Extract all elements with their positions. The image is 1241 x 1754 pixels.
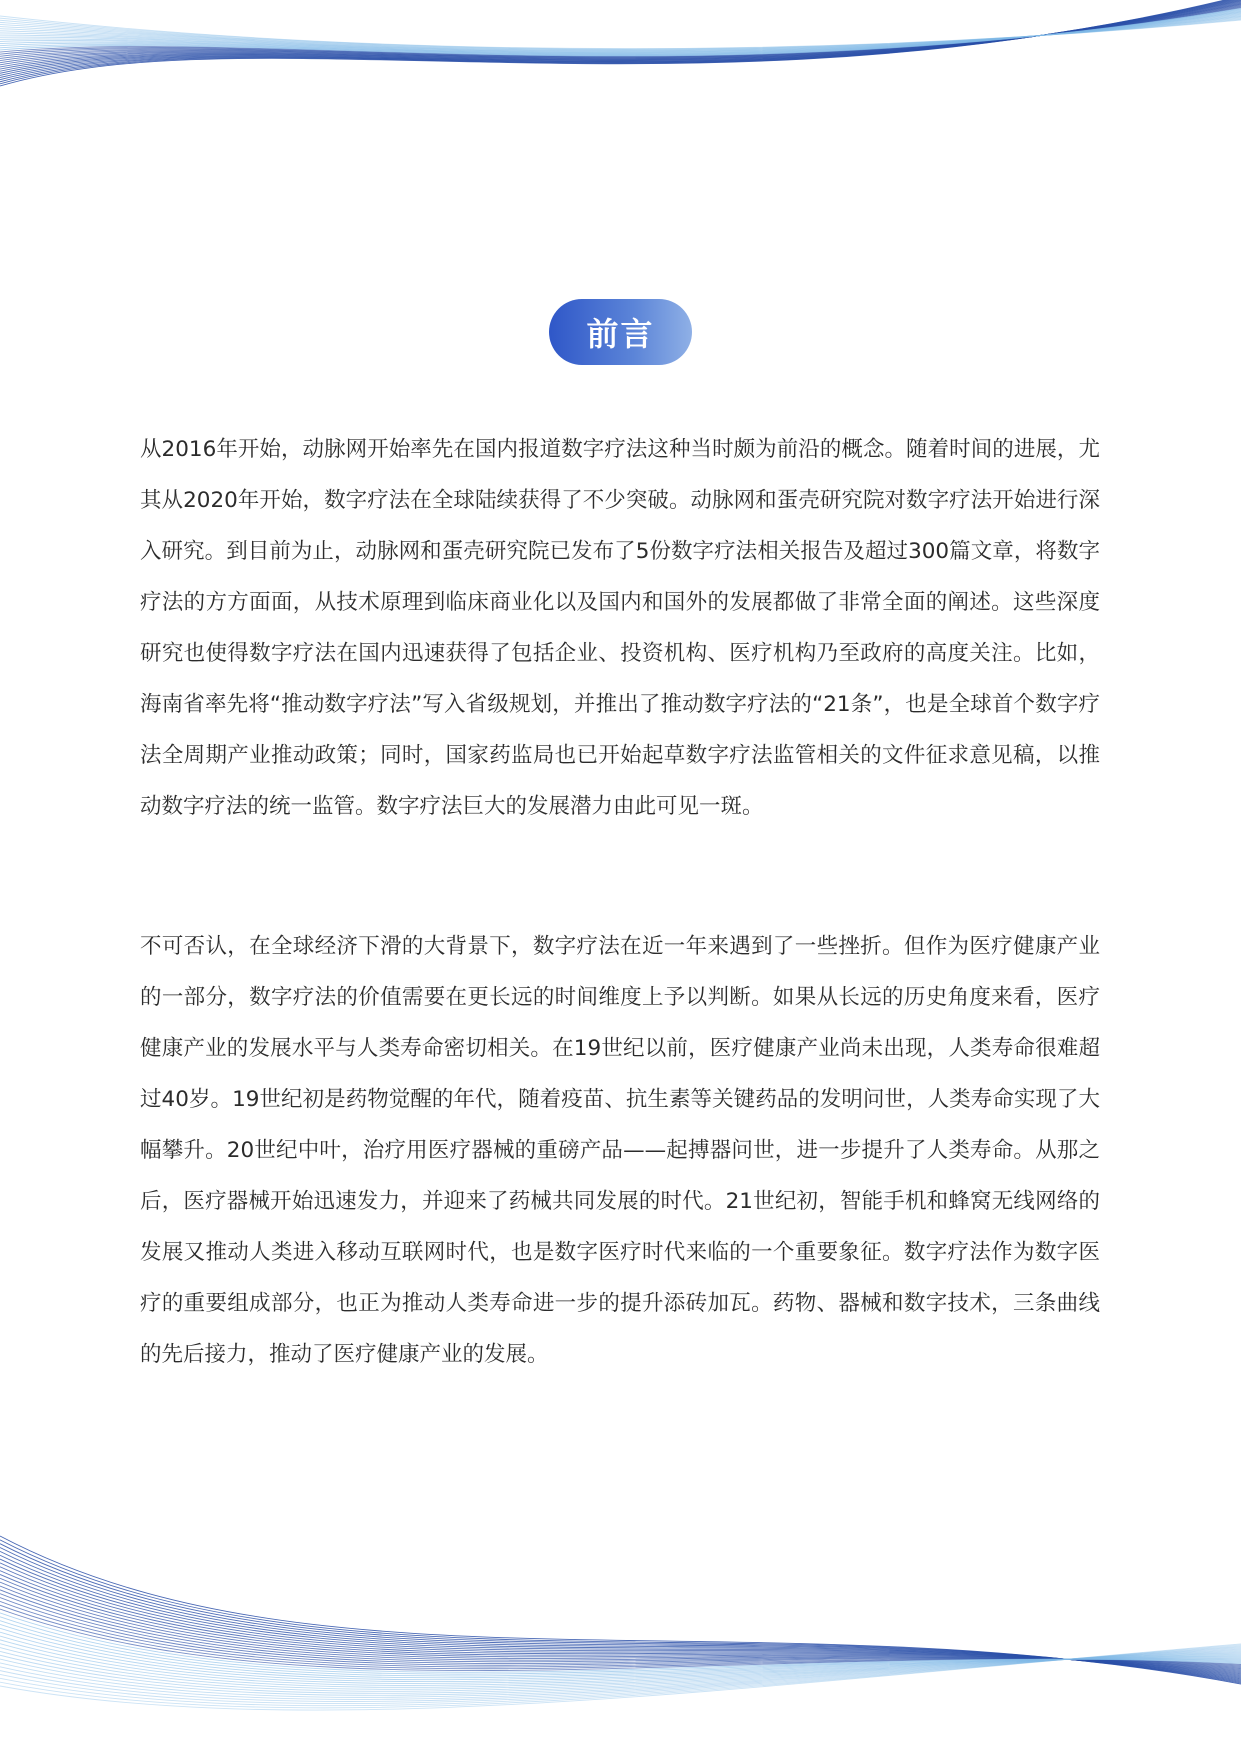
bottom-wave-line: [0, 1644, 1241, 1688]
top-wave-line: [0, 0, 1241, 75]
top-wave-line: [0, 5, 1241, 61]
top-wave-line: [0, 6, 1241, 57]
top-wave-line: [0, 13, 1241, 53]
bottom-wave-line: [0, 1650, 1241, 1697]
bottom-wave-line: [0, 1578, 1241, 1672]
preface-paragraph-2: 不可否认，在全球经济下滑的大背景下，数字疗法在近一年来遇到了一些挫折。但作为医疗健康产业的一部分，数字疗法的价值需要在更长远的时间维度上予以判断。如果从长远的历史角度来看，医疗健康产业的发展水平与人类寿命密切相关。在19世纪以前，医疗健康产业尚未出现，人类寿命很难超过40岁。19世纪初是药物觉醒的年代，随着疫苗、抗生素等关键药品的发明问世，人类寿命实现了大幅攀升。20世纪中叶，治疗用医疗器械的重磅产品——起搏器问世，进一步提升了人类寿命。从那之后，医疗器械开始迅速发力，并迎来了药械共同发展的时代。21世纪初，智能手机和蜂窝无线网络的发展又推动人类进入移动互联网时代，也是数字医疗时代来临的一个重要象征。数字疗法作为数字医疗的重要组成部分，也正为推动人类寿命进一步的提升添砖加瓦。药物、器械和数字技术，三条曲线的先后接力，推动了医疗健康产业的发展。: [140, 934, 1100, 1367]
top-wave-line: [0, 18, 1241, 50]
bottom-wave-line: [0, 1586, 1241, 1671]
bottom-wave-line: [0, 1540, 1241, 1683]
bottom-wave-line: [0, 1536, 1241, 1684]
bottom-wave-line: [0, 1628, 1241, 1679]
top-wave-line: [0, 4, 1241, 63]
bottom-wave-line: [0, 1621, 1241, 1676]
bottom-wave-decoration: [0, 1534, 1241, 1754]
top-wave-line: [0, 1, 1241, 71]
bottom-wave-line: [0, 1649, 1241, 1699]
top-wave-line: [0, 3, 1241, 65]
bottom-wave-line: [0, 1647, 1241, 1704]
top-wave-decoration: [0, 0, 1241, 120]
top-wave-line: [0, 2, 1241, 69]
bottom-wave-line: [0, 1617, 1241, 1674]
top-wave-line: [0, 15, 1241, 52]
bottom-wave-line: [0, 1652, 1241, 1693]
bottom-wave-line: [0, 1601, 1241, 1667]
top-wave-line: [0, 8, 1241, 56]
bottom-wave-line: [0, 1651, 1241, 1695]
top-wave-line: [0, 5, 1241, 58]
top-wave-line: [0, 9, 1241, 55]
bottom-wave-line: [0, 1636, 1241, 1683]
bottom-wave-line: [0, 1563, 1241, 1677]
top-wave-line: [0, 0, 1241, 82]
bottom-wave-line: [0, 1567, 1241, 1676]
top-wave-line: [0, 11, 1241, 54]
top-wave-line: [0, 0, 1241, 86]
bottom-wave-line: [0, 1594, 1241, 1669]
bottom-wave-line: [0, 1590, 1241, 1670]
top-wave-line: [0, 19, 1241, 50]
bottom-wave-line: [0, 1582, 1241, 1672]
bottom-wave-line: [0, 1609, 1241, 1670]
bottom-wave-line: [0, 1646, 1241, 1706]
bottom-wave-line: [0, 1548, 1241, 1681]
top-wave-line: [0, 0, 1241, 78]
top-wave-line: [0, 14, 1241, 52]
top-wave-line: [0, 11, 1241, 55]
bottom-wave-line: [0, 1632, 1241, 1681]
top-wave-line: [0, 0, 1241, 80]
top-wave-line: [0, 10, 1241, 55]
top-wave-line: [0, 3, 1241, 67]
top-wave-line: [0, 16, 1241, 52]
top-wave-line: [0, 0, 1241, 84]
bottom-wave-line: [0, 1598, 1241, 1668]
top-wave-line: [0, 8, 1241, 57]
bottom-wave-line: [0, 1559, 1241, 1678]
bottom-wave-line: [0, 1574, 1241, 1673]
top-wave-line: [0, 0, 1241, 73]
bottom-wave-line: [0, 1645, 1241, 1708]
top-wave-line: [0, 7, 1241, 57]
top-wave-line: [0, 13, 1241, 52]
bottom-wave-line: [0, 1551, 1241, 1680]
bottom-wave-line: [0, 1544, 1241, 1682]
bottom-wave-line: [0, 1624, 1241, 1677]
bottom-wave-line: [0, 1571, 1241, 1675]
bottom-wave-line: [0, 1640, 1241, 1686]
section-title: 前言: [586, 315, 655, 353]
bottom-wave-line: [0, 1648, 1241, 1690]
bottom-wave-line: [0, 1605, 1241, 1669]
top-wave-line: [0, 16, 1241, 49]
bottom-wave-line: [0, 1555, 1241, 1679]
top-wave-line: [0, 12, 1241, 54]
bottom-wave-line: [0, 1651, 1241, 1691]
top-wave-line: [0, 16, 1241, 51]
bottom-wave-line: [0, 1613, 1241, 1672]
top-wave-line: [0, 18, 1241, 49]
section-title-badge: [549, 299, 692, 365]
bottom-wave-line: [0, 1644, 1241, 1710]
preface-paragraph-1: 从2016年开始，动脉网开始率先在国内报道数字疗法这种当时颇为前沿的概念。随着时间的进展，尤其从2020年开始，数字疗法在全球陆续获得了不少突破。动脉网和蛋壳研究院对数字疗法开始进行深入研究。到目前为止，动脉网和蛋壳研究院已发布了5份数字疗法相关报告及超过300篇文章，将数字疗法的方方面面，从技术原理到临床商业化以及国内和国外的发展都做了非常全面的阐述。这些深度研究也使得数字疗法在国内迅速获得了包括企业、投资机构、医疗机构乃至政府的高度关注。比如，海南省率先将“推动数字疗法”写入省级规划，并推出了推动数字疗法的“21条”，也是全球首个数字疗法全周期产业推动政策；同时，国家药监局也已开始起草数字疗法监管相关的文件征求意见稿，以推动数字疗法的统一监管。数字疗法巨大的发展潜力由此可见一斑。: [140, 437, 1100, 819]
top-wave-line: [0, 17, 1241, 50]
bottom-wave-line: [0, 1648, 1241, 1701]
